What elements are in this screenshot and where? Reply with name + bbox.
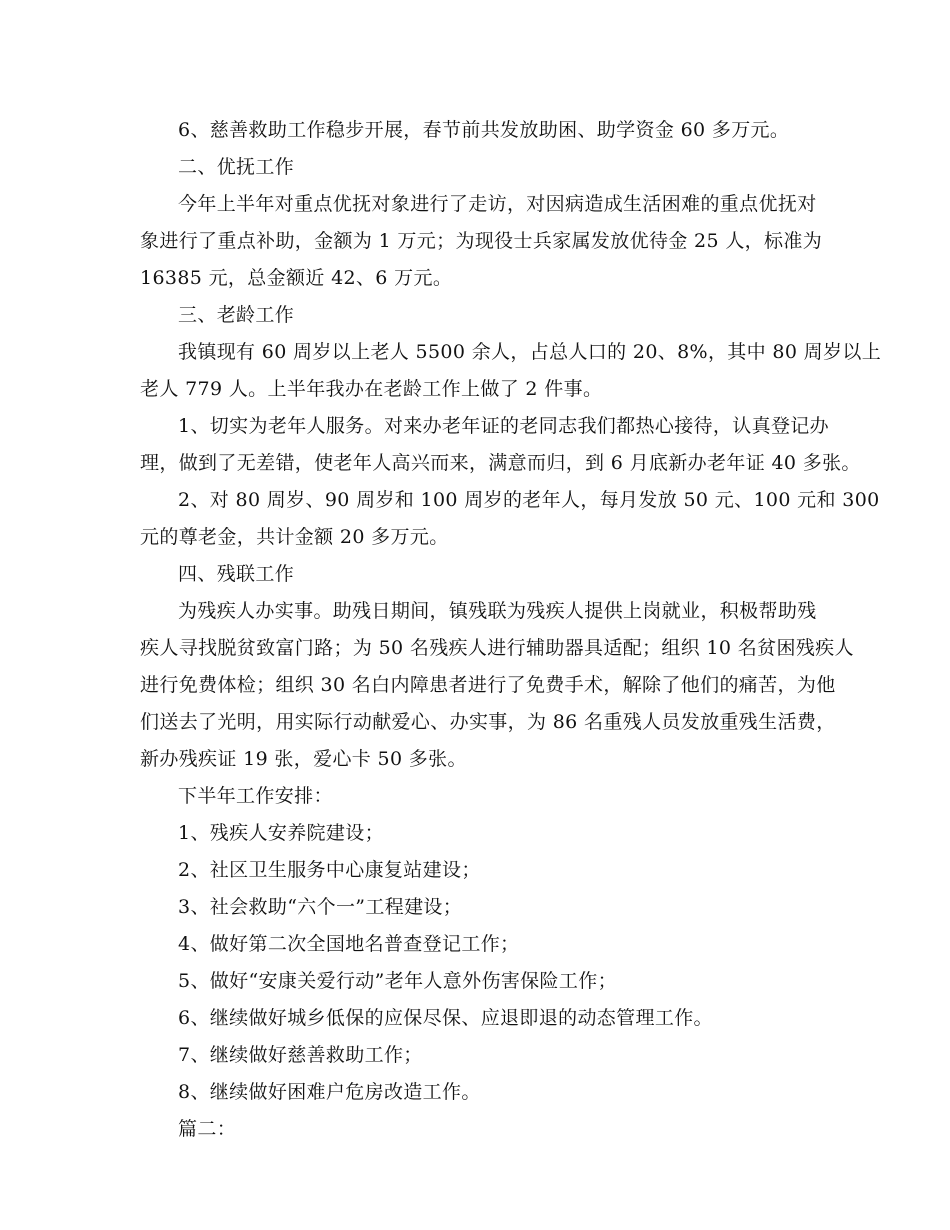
paragraph-line-12: 元的尊老金，共计金额 20 多万元。 bbox=[140, 526, 449, 548]
paragraph-line-7: 我镇现有 60 周岁以上老人 5500 余人，占总人口的 20、8%，其中 80 周岁以上 bbox=[178, 341, 882, 363]
paragraph-line-11: 2、对 80 周岁、90 周岁和 100 周岁的老年人，每月发放 50 元、100 元和 300 bbox=[178, 489, 880, 511]
plan-item-4: 4、做好第二次全国地名普查登记工作； bbox=[178, 933, 520, 955]
paragraph-line-4: 象进行了重点补助，金额为 1 万元；为现役士兵家属发放优待金 25 人，标准为 bbox=[140, 230, 823, 252]
plan-item-5: 5、做好“安康关爱行动”老年人意外伤害保险工作； bbox=[178, 970, 617, 992]
section-heading-laoling: 三、老龄工作 bbox=[178, 304, 295, 326]
paragraph-line-15: 疾人寻找脱贫致富门路；为 50 名残疾人进行辅助器具适配；组织 10 名贫困残疾人 bbox=[140, 637, 854, 659]
section-heading-canlian: 四、残联工作 bbox=[178, 563, 295, 585]
section-heading-plan: 下半年工作安排： bbox=[178, 785, 333, 807]
plan-item-7: 7、继续做好慈善救助工作； bbox=[178, 1044, 423, 1066]
plan-item-6: 6、继续做好城乡低保的应保尽保、应退即退的动态管理工作。 bbox=[178, 1007, 713, 1029]
section-heading-youfu: 二、优抚工作 bbox=[178, 156, 295, 178]
paragraph-line-8: 老人 779 人。上半年我办在老龄工作上做了 2 件事。 bbox=[140, 378, 603, 400]
paragraph-line-14: 为残疾人办实事。助残日期间，镇残联为残疾人提供上岗就业，积极帮助残 bbox=[178, 600, 817, 622]
section-heading-part-two: 篇二： bbox=[178, 1118, 237, 1140]
paragraph-line-10: 理，做到了无差错，使老年人高兴而来，满意而归，到 6 月底新办老年证 40 多张。 bbox=[140, 452, 861, 474]
paragraph-line-18: 新办残疾证 19 张，爱心卡 50 多张。 bbox=[140, 748, 467, 770]
plan-item-1: 1、残疾人安养院建设； bbox=[178, 822, 384, 844]
paragraph-line-16: 进行免费体检；组织 30 名白内障患者进行了免费手术，解除了他们的痛苦，为他 bbox=[140, 674, 836, 696]
paragraph-line-3: 今年上半年对重点优抚对象进行了走访，对因病造成生活困难的重点优抚对 bbox=[178, 193, 817, 215]
plan-item-2: 2、社区卫生服务中心康复站建设； bbox=[178, 859, 481, 881]
paragraph-line-5: 16385 元，总金额近 42、6 万元。 bbox=[140, 267, 453, 289]
plan-item-8: 8、继续做好困难户危房改造工作。 bbox=[178, 1081, 481, 1103]
paragraph-line-9: 1、切实为老年人服务。对来办老年证的老同志我们都热心接待，认真登记办 bbox=[178, 415, 829, 437]
plan-item-3: 3、社会救助“六个一”工程建设； bbox=[178, 896, 463, 918]
paragraph-line-17: 们送去了光明，用实际行动献爱心、办实事，为 86 名重残人员发放重残生活费， bbox=[140, 711, 836, 733]
paragraph-line-1: 6、慈善救助工作稳步开展，春节前共发放助困、助学资金 60 多万元。 bbox=[178, 119, 790, 141]
